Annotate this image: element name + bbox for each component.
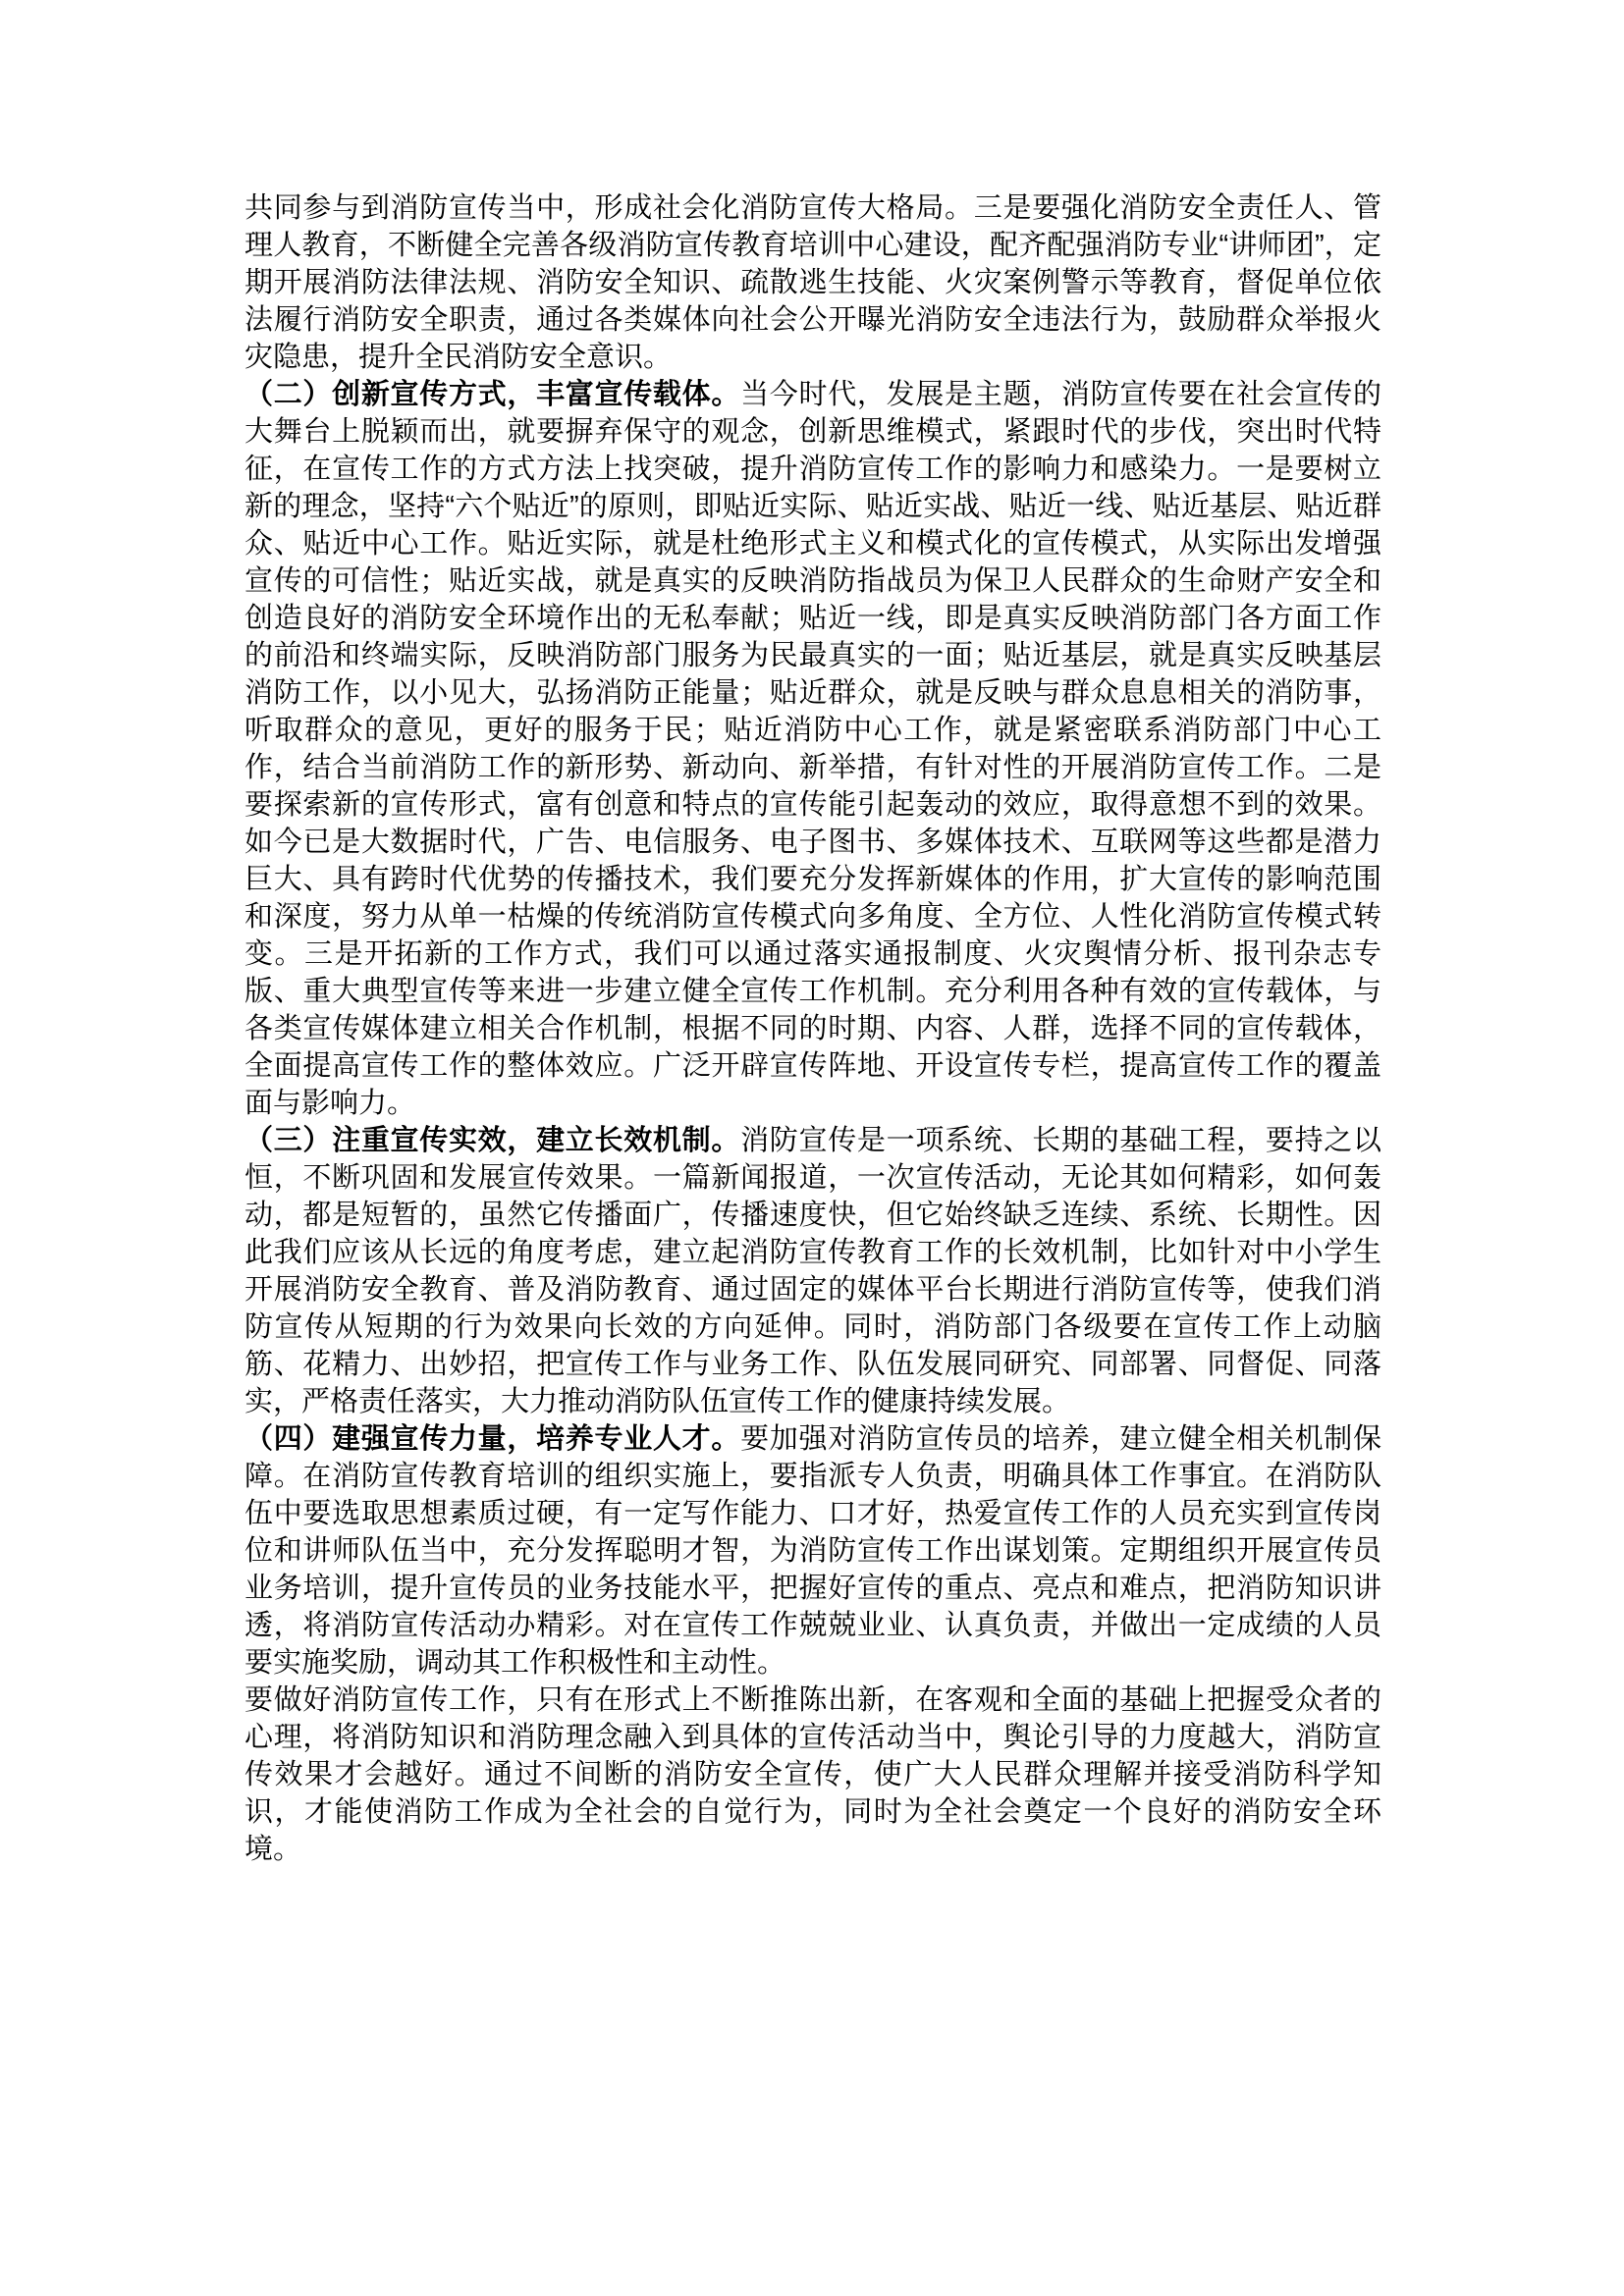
paragraph [244, 1122, 1381, 1420]
paragraph-heading: （四）建强宣传力量，培养专业人才。 [244, 1423, 741, 1455]
paragraph [244, 1420, 1381, 1682]
paragraph-text: 要做好消防宣传工作，只有在形式上不断推陈出新，在客观和全面的基础上把握受众者的心理，将消防知识和消防理念融入到具体的宣传活动当中，舆论引导的力度越大，消防宣传效果才会越好。通过不间断的消防安全宣传，使广大人民群众理解并接受消防科学知识，才能使消防工作成为全社会的自觉行为，同时为全社会奠定一个良好的消防安全环境。 [244, 1684, 1381, 1865]
paragraph-text: 消防宣传是一项系统、长期的基础工程，要持之以恒，不断巩固和发展宣传效果。一篇新闻报道，一次宣传活动，无论其如何精彩，如何轰动，都是短暂的，虽然它传播面广，传播速度快，但它始终缺乏连续、系统、长期性。因此我们应该从长远的角度考虑，建立起消防宣传教育工作的长效机制，比如针对中小学生开展消防安全教育、普及消防教育、通过固定的媒体平台长期进行消防宣传等，使我们消防宣传从短期的行为效果向长效的方向延伸。同时，消防部门各级要在宣传工作上动脑筋、花精力、出妙招，把宣传工作与业务工作、队伍发展同研究、同部署、同督促、同落实，严格责任落实，大力推动消防队伍宣传工作的健康持续发展。 [244, 1125, 1381, 1417]
paragraph-text: 当今时代，发展是主题，消防宣传要在社会宣传的大舞台上脱颖而出，就要摒弃保守的观念，创新思维模式，紧跟时代的步伐，突出时代特征，在宣传工作的方式方法上找突破，提升消防宣传工作的影响力和感染力。一是要树立新的理念，坚持“六个贴近”的原则，即贴近实际、贴近实战、贴近一线、贴近基层、贴近群众、贴近中心工作。贴近实际，就是杜绝形式主义和模式化的宣传模式，从实际出发增强宣传的可信性；贴近实战，就是真实的反映消防指战员为保卫人民群众的生命财产安全和创造良好的消防安全环境作出的无私奉献；贴近一线，即是真实反映消防部门各方面工作的前沿和终端实际，反映消防部门服务为民最真实的一面；贴近基层，就是真实反映基层消防工作，以小见大，弘扬消防正能量；贴近群众，就是反映与群众息息相关的消防事，听取群众的意见，更好的服务于民；贴近消防中心工作，就是紧密联系消防部门中心工作，结合当前消防工作的新形势、新动向、新举措，有针对性的开展消防宣传工作。二是要探索新的宣传形式，富有创意和特点的宣传能引起轰动的效应，取得意想不到的效果。如今已是大数据时代，广告、电信服务、电子图书、多媒体技术、互联网等这些都是潜力巨大、具有跨时代优势的传播技术，我们要充分发挥新媒体的作用，扩大宣传的影响范围和深度，努力从单一枯燥的传统消防宣传模式向多角度、全方位、人性化消防宣传模式转变。三是开拓新的工作方式，我们可以通过落实通报制度、火灾舆情分析、报刊杂志专版、重大典型宣传等来进一步建立健全宣传工作机制。充分利用各种有效的宣传载体，与各类宣传媒体建立相关合作机制，根据不同的时期、内容、人群，选择不同的宣传载体，全面提高宣传工作的整体效应。广泛开辟宣传阵地、开设宣传专栏，提高宣传工作的覆盖面与影响力。 [244, 379, 1381, 1119]
paragraph [244, 189, 1381, 376]
paragraph-text: 要加强对消防宣传员的培养，建立健全相关机制保障。在消防宣传教育培训的组织实施上，要指派专人负责，明确具体工作事宜。在消防队伍中要选取思想素质过硬，有一定写作能力、口才好，热爱宣传工作的人员充实到宣传岗位和讲师队伍当中，充分发挥聪明才智，为消防宣传工作出谋划策。定期组织开展宣传员业务培训，提升宣传员的业务技能水平，把握好宣传的重点、亮点和难点，把消防知识讲透，将消防宣传活动办精彩。对在宣传工作兢兢业业、认真负责，并做出一定成绩的人员要实施奖励，调动其工作积极性和主动性。 [244, 1423, 1381, 1679]
document-body [244, 189, 1381, 1868]
paragraph [244, 1682, 1381, 1868]
paragraph-text: 共同参与到消防宣传当中，形成社会化消防宣传大格局。三是要强化消防安全责任人、管理人教育，不断健全完善各级消防宣传教育培训中心建设，配齐配强消防专业“讲师团”，定期开展消防法律法规、消防安全知识、疏散逃生技能、火灾案例警示等教育，督促单位依法履行消防安全职责，通过各类媒体向社会公开曝光消防安全违法行为，鼓励群众举报火灾隐患，提升全民消防安全意识。 [244, 192, 1381, 373]
paragraph [244, 376, 1381, 1122]
paragraph-heading: （三）注重宣传实效，建立长效机制。 [244, 1125, 741, 1156]
paragraph-heading: （二）创新宣传方式，丰富宣传载体。 [244, 379, 741, 410]
